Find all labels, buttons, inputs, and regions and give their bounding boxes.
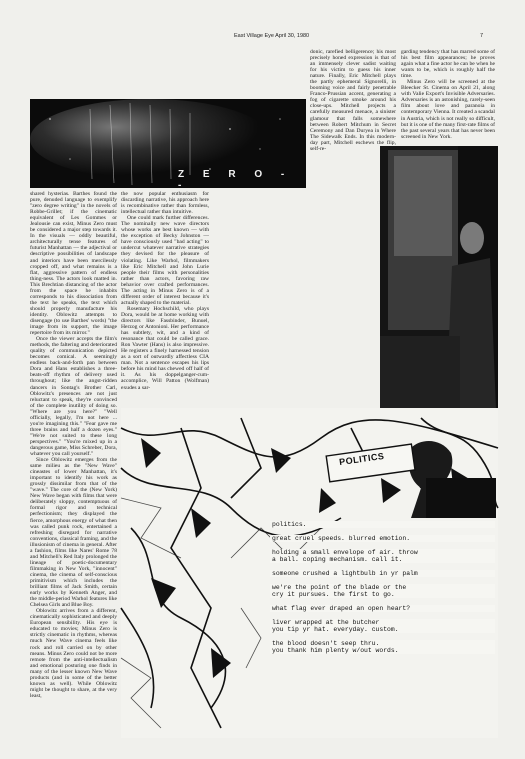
poem-stanza: someone crushed a lightbulb in yr palm bbox=[270, 570, 495, 577]
poem-stanza: the blood doesn't seep thru. you thank him plenty w/out words. bbox=[270, 640, 495, 654]
poem-stanza: liver wrapped at the butcher you tip yr hat. everyday. custom. bbox=[270, 619, 495, 633]
article-column-middle-text bbox=[121, 191, 307, 405]
article-paragraph: garding tendency that has marred some of his best film appearances; he proves again what a fine actor he can be when he wants to be, which is roughly half the time. bbox=[401, 49, 495, 80]
page-header bbox=[0, 33, 525, 43]
page-number: 7 bbox=[480, 33, 484, 39]
poem-stanza: holding a small envelope of air. throw a ball. coping mechanism. call it. bbox=[270, 549, 495, 563]
poem-stanza: what flag ever draped an open heart? bbox=[270, 605, 495, 612]
article-paragraph: One could mark further differences. The nominally new wave directors whose works are best known — with the exception of Becky Johnston — have consciously used "bad acting" to undercut whatever narrative strategies they devised for the pleasure of violating. Like Warhol, filmmakers like Eric Mitchell and John Lurie people their films with personalities rather than actors, favoring raw behavior over crafted performances. The acting in Minus Zero is of a different order of interest because it's actually shaped to the material. bbox=[121, 215, 209, 306]
article-paragraph: Minus Zero will be screened at the Bleecker St. Cinema on April 21, along with Valie Export's Invisible Adversaries. Adversaries is an astonishing, rarely-seen film about love and paranoia in contemporary Vienna. It created a scandal in Austria, which is not really so difficult, but it is one of the many first-rate films of the past several years that has never been screened in New York. bbox=[401, 79, 495, 140]
article-paragraph: Once the viewer accepts the film's methods, the faltering and deteriorated quality of communication depicted becomes comical. A seemingly endless back-and-forth pan between Dora and Hans establishes a three-beats-off rhythm of delivery used throughout; like the angst-ridden dancers in Sontag's Brother Carl, Oblowitz's presences are not just reluctant to speak, they're convinced of the complete inutility of doing so. "Where are you here?" "Well officially, legally, I'm not here ... you're imagining this." "Fear gave me three brains and half a dozen eyes." "We're not suited to these long perspectives." "You're mixed up in a dangerous game, Miss Schreber, Dora, whatever you call yourself." bbox=[30, 336, 117, 458]
article-paragraph: donic, rarefied belligerence; his most precisely honed expression is that of an immensely clever sadist waiting for his victim to guess his inner nature. Finally, Eric Mitchell plays the partly ephemeral Signorelli, in booming voice and fairly penetrable Franco-Prussian accent, generating a fog of cigarette smoke around his close-ups. Mitchell projects a carefully measured menace, a sinister glamour that falls somewhere between Robert Mitchum in Secret Ceremony and Dan Duryea in Where The Sidewalk Ends. In this modern-day part, Mitchell eschews the flip, self-re- bbox=[310, 49, 396, 152]
article-column-left bbox=[30, 191, 117, 731]
photo-image bbox=[380, 146, 498, 410]
article-column-top-middle bbox=[310, 49, 396, 152]
poem-stanza: we're the point of the blade or the cry it pursues. the first to go. bbox=[270, 584, 495, 598]
article-paragraph: Oblowitz arrives from a different, cinematically sophisticated and deeply European sensibility. His eye is educated to movies; Minus Zero is strictly cinematic in rhythms, whereas much New Wave cinema feels like rock and roll carried on by other means. Minus Zero could not be more remote from the anti-intellectualism and emotional posturing one finds in many of the lesser known New Wave products (and in some of the better known as well). While Oblowitz might be thought to share, at the very least, bbox=[30, 608, 117, 699]
article-column-top-right bbox=[401, 49, 495, 145]
publication-line: East Village Eye April 30, 1980 bbox=[234, 33, 310, 39]
politics-poem bbox=[270, 521, 495, 654]
article-paragraph: shared hysterias. Barthes found the pure, denuded language to exemplify "zero degree writing" in the novels of Robbe-Grillet; if the cinematic equivalent of Les Gommes or Jealousie can exist, Minus Zero must be considered a major step towards it. In the visuals — oddly beautiful, architecturally tense features of futurist Manhattan — the adjectival or descriptive possibilities of landscape and interiors have been mercilessly cropped off, and what remains is a flat, aggressive pattern of endless thing-ness. The actors look matted in. This Brechtian distancing of the actor from the space he inhabits corresponds to his dissociation from the text he speaks, the text which should properly manufacture his identity. Oblowitz attempts to disengage (to use Barthes' words) "the image from its support, the image repertoire from its mirror." bbox=[30, 191, 117, 337]
article-paragraph: Rosemary Hochschild, who plays Dora, would be at home working with directors like Fassbinder, Bunuel, Herzog or Antonioni. Her performance has subtlety, wit, and a kind of resonance that could be called grace. Ron Vawter (Hans) is also impressive. He registers a finely harnessed tension as a sort of outwardly affectless CIA man. Not a sentence escapes his lips before his mind has chewed off half of it. As his doppelganger-cum-accomplice, Will Patton (Wolfman) exudes a sar- bbox=[121, 305, 209, 391]
politics-sign: POLITICS bbox=[338, 450, 385, 468]
film-still-photo bbox=[380, 146, 498, 410]
poem-title: politics. bbox=[270, 521, 495, 528]
article-paragraph: Since Oblowitz emerges from the same milieu as the "New Wave" cineastes of lower Manhattan, it's important to identify his work as grossly dissimilar from that of the "wave." The core of the (New York) New Wave began with films that were deliberately sloppy, contemptuous of formal rigor and technical perfectionism; they displayed the fierce, amorphous energy of what then was called punk rock, entertained a refreshing disregard for narrative conventions, classical framing, and the illusionism of cinema in general. After a fashion, films like Nares' Rome 78 and Mitchell's Red Italy prolonged the lineage of poetic-documentary filmmaking in New York, "innocent" cinema, the cinema of self-conscious primitivism which includes the brilliant films of Jack Smith, certain early works by Kenneth Anger, and the middle-period Warhol features like Chelsea Girls and Blue Boy. bbox=[30, 457, 117, 609]
poem-stanza: great cruel speeds. blurred emotion. bbox=[270, 535, 495, 542]
banner-title: Z E R O - - bbox=[178, 169, 293, 191]
zero-title-banner bbox=[30, 99, 306, 191]
article-paragraph: the now popular enthusiasm for discarding narrative, his approach here is recombinative rather than formless, intellectual rather than intuitive. bbox=[121, 191, 209, 216]
